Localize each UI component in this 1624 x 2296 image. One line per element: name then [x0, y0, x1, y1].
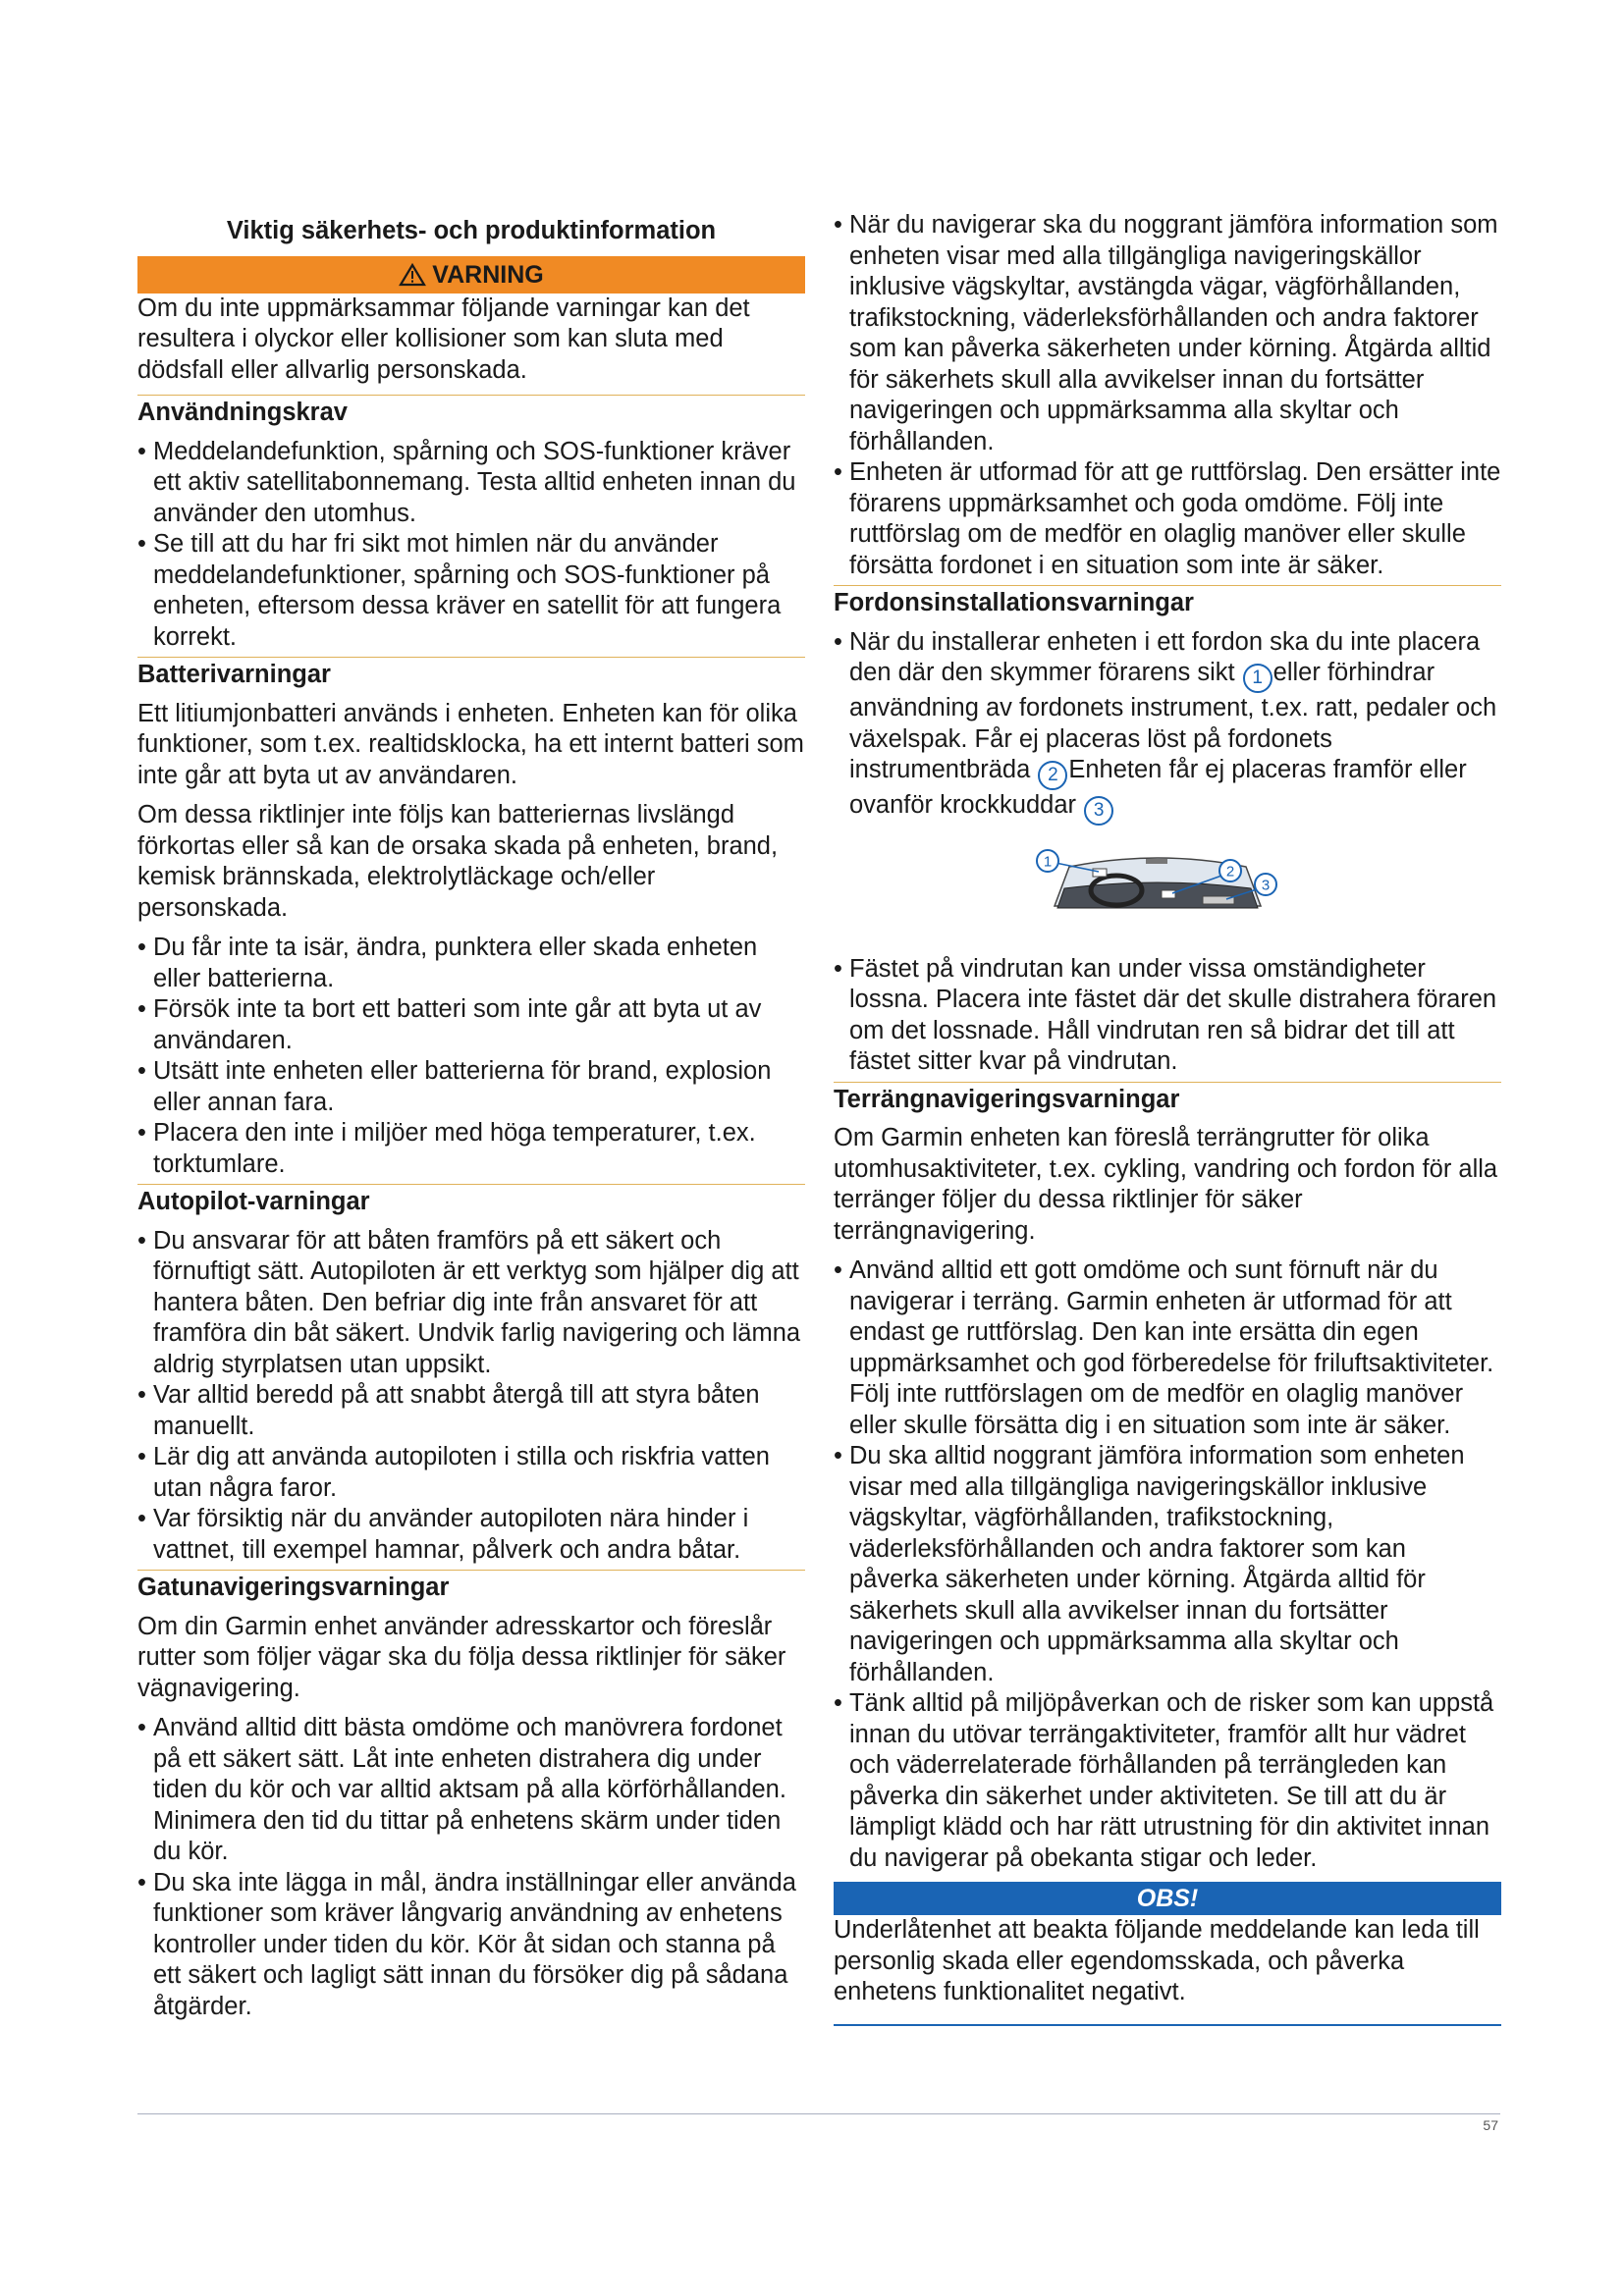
fordon-bullets [834, 627, 1501, 827]
right-column [834, 210, 1501, 2026]
list-item: • Meddelandefunktion, spårning och SOS-funktioner kräver ett aktiv satellitabonnemang. Testa alltid enheten innan du använder den utomhus. [137, 437, 796, 527]
section-heading-fordon: Fordonsinstallationsvarningar [834, 585, 1501, 619]
diagram-marker-3: 3 [1261, 877, 1271, 894]
notice-banner: OBS! [834, 1882, 1501, 1915]
section-paragraph: Ett litiumjonbatteri används i enheten. Enheten kan för olika funktioner, som t.ex. realtidsklocka, ha ett internt batteri som inte går att byta ut av användaren. [137, 699, 804, 789]
list-item: • Du ansvarar för att båten framförs på ett säkert och förnuftigt sätt. Autopiloten är ett verktyg som hjälper dig att hantera båten. Den befriar dig inte från ansvaret för att framföra din båt säkert. Undvik farlig navigering och lämna aldrig styrplatsen utan uppsikt. [137, 1226, 801, 1378]
warning-text: Om du inte uppmärksammar följande varningar kan det resultera i olyckor eller kollisioner som kan sluta med dödsfall eller allvarlig personskada. [137, 294, 750, 384]
list-item: • Enheten är utformad för att ge ruttförslag. Den ersätter inte förarens uppmärksamhet och goda omdöme. Följ inte ruttförslag om de medför en olaglig manöver eller skulle försätta fordonet i en situation som inte är säker. [834, 458, 1501, 579]
divider [834, 2024, 1501, 2026]
section-bullets [137, 1713, 805, 2022]
page-number: 57 [1483, 2117, 1498, 2133]
marker-2-icon: 2 [1038, 761, 1067, 790]
dashboard-diagram-icon [1030, 847, 1285, 924]
document-title: Viktig säkerhets- och produktinformation [226, 217, 717, 244]
diagram-marker-1: 1 [1043, 853, 1053, 871]
footer-divider [137, 2113, 1500, 2114]
section-heading: Batterivarningar [137, 657, 805, 691]
left-column [137, 210, 805, 2026]
list-item: • Var försiktig när du använder autopiloten nära hinder i vattnet, till exempel hamnar, pålverk och andra båtar. [137, 1505, 749, 1564]
section-heading: Autopilot-varningar [137, 1184, 805, 1218]
section-paragraph: Om dessa riktlinjer inte följs kan batteriernas livslängd förkortas eller så kan de orsaka skada på enheten, brand, kemisk brännskada, elektrolytläckage och/eller personskada. [137, 801, 779, 922]
list-item: • Utsätt inte enheten eller batterierna för brand, explosion eller annan fara. [137, 1057, 772, 1116]
list-item: • När du installerar enheten i ett fordon ska du inte placera den där den skymmer förarens sikt 1 eller förhindrar användning av fordonets instrument, t.ex. ratt, pedaler och växelspak. Får ej placeras löst på fordonets instrumentbräda 2 Enheten får ej placeras framför eller ovanför krockkuddar 3 [834, 627, 1501, 827]
section-heading: Gatunavigeringsvarningar [137, 1570, 805, 1604]
section-heading: Användningskrav [137, 395, 805, 429]
diagram-marker-2: 2 [1225, 863, 1235, 881]
list-item: • Använd alltid ditt bästa omdöme och manövrera fordonet på ett säkert sätt. Låt inte enheten distrahera dig under tiden du kör och var alltid aktsam på alla körförhållanden. Minimera den tid du tittar på enhetens skärm under tiden du kör. [137, 1714, 786, 1865]
list-item: • Tänk alltid på miljöpåverkan och de risker som kan uppstå innan du utövar terrängaktiviteter, framför allt hur vädret och väderrelaterade förhållanden på terrängleden kan påverka din säkerhet under aktiviteten. Se till att du är lämpligt klädd och har rätt utrustning för din aktivitet innan du navigerar på obekanta stigar och leder. [834, 1689, 1494, 1872]
terrang-paragraph: Om Garmin enheten kan föreslå terrängrutter för olika utomhusaktiviteter, t.ex. cykling, vandring och fordon för alla terränger följer du dessa riktlinjer för säker terrängnavigering. [834, 1124, 1498, 1245]
marker-1-icon: 1 [1243, 664, 1272, 693]
left-sections [137, 395, 805, 2022]
list-item: • Var alltid beredd på att snabbt återgå till att styra båten manuellt. [137, 1381, 760, 1440]
list-item: • Försök inte ta bort ett batteri som inte går att byta ut av användaren. [137, 995, 762, 1054]
list-item: • Lär dig att använda autopiloten i stilla och riskfria vatten utan några faror. [137, 1443, 770, 1502]
warning-banner [137, 256, 805, 294]
list-item: • Du ska inte lägga in mål, ändra inställningar eller använda funktioner som kräver långvarig användning av enhetens kontroller under tiden du kör. Kör åt sidan och stanna på ett säkert och lagligt sätt innan du försöker dig på sådana åtgärder. [137, 1868, 796, 2020]
fordon-bullets-2 [834, 954, 1501, 1078]
list-item: • Se till att du har fri sikt mot himlen när du använder meddelandefunktioner, spårning och SOS-funktioner på enheten, eftersom dessa kräver en satellit för att fungera korrekt. [137, 530, 782, 651]
section-heading-terrang: Terrängnavigeringsvarningar [834, 1082, 1501, 1116]
warning-label: VARNING [432, 260, 544, 289]
list-item: • När du navigerar ska du noggrant jämföra information som enheten visar med alla tillgängliga navigeringskällor inklusive vägskyltar, avstängda vägar, vägförhållanden, trafikstockning, väderleksförhållanden och andra faktorer som kan påverka säkerheten under körning. Åtgärda alltid för säkerhets skull alla avvikelser innan du fortsätter navigeringen och uppmärksamma alla skyltar och förhållanden. [834, 211, 1498, 455]
navigation-bullets [834, 210, 1501, 581]
list-item: • Du får inte ta isär, ändra, punktera eller skada enheten eller batterierna. [137, 934, 758, 992]
section-paragraph: Om din Garmin enhet använder adresskartor och föreslår rutter som följer vägar ska du följa dessa riktlinjer för säker vägnavigering. [137, 1612, 786, 1702]
section-bullets [137, 1226, 805, 1567]
terrang-bullets [834, 1255, 1501, 1874]
list-item: • Placera den inte i miljöer med höga temperaturer, t.ex. torktumlare. [137, 1119, 756, 1178]
section-bullets [137, 437, 805, 654]
list-item: • Använd alltid ett gott omdöme och sunt förnuft när du navigerar i terräng. Garmin enheten är utformad för att endast ge ruttförslag. Den kan inte ersätta din egen uppmärksamhet och god förberedelse för friluftsaktiviteter. Följ inte ruttförslagen om de medför en olaglig manöver eller skulle försätta dig i en situation som inte är säker. [834, 1256, 1494, 1439]
marker-3-icon: 3 [1084, 796, 1113, 826]
notice-text: Underlåtenhet att beakta följande meddelande kan leda till personlig skada eller egendomsskada, och påverka enhetens funktionalitet negativt. [834, 1916, 1480, 2005]
section-bullets [137, 933, 805, 1180]
list-item: • Du ska alltid noggrant jämföra information som enheten visar med alla tillgängliga navigeringskällor inklusive vägskyltar, vägförhållanden, trafikstockning, väderleksförhållanden och andra faktorer som kan påverka säkerheten under körning. Åtgärda alltid för säkerhets skull alla avvikelser innan du fortsätter navigeringen och uppmärksamma alla skyltar och förhållanden. [834, 1442, 1465, 1686]
warning-triangle-icon [399, 263, 426, 287]
list-item: • Fästet på vindrutan kan under vissa omständigheter lossna. Placera inte fästet där det skulle distrahera föraren om det lossnade. Håll vindrutan ren så bidrar det till att fästet sitter kvar på vindrutan. [834, 954, 1497, 1075]
